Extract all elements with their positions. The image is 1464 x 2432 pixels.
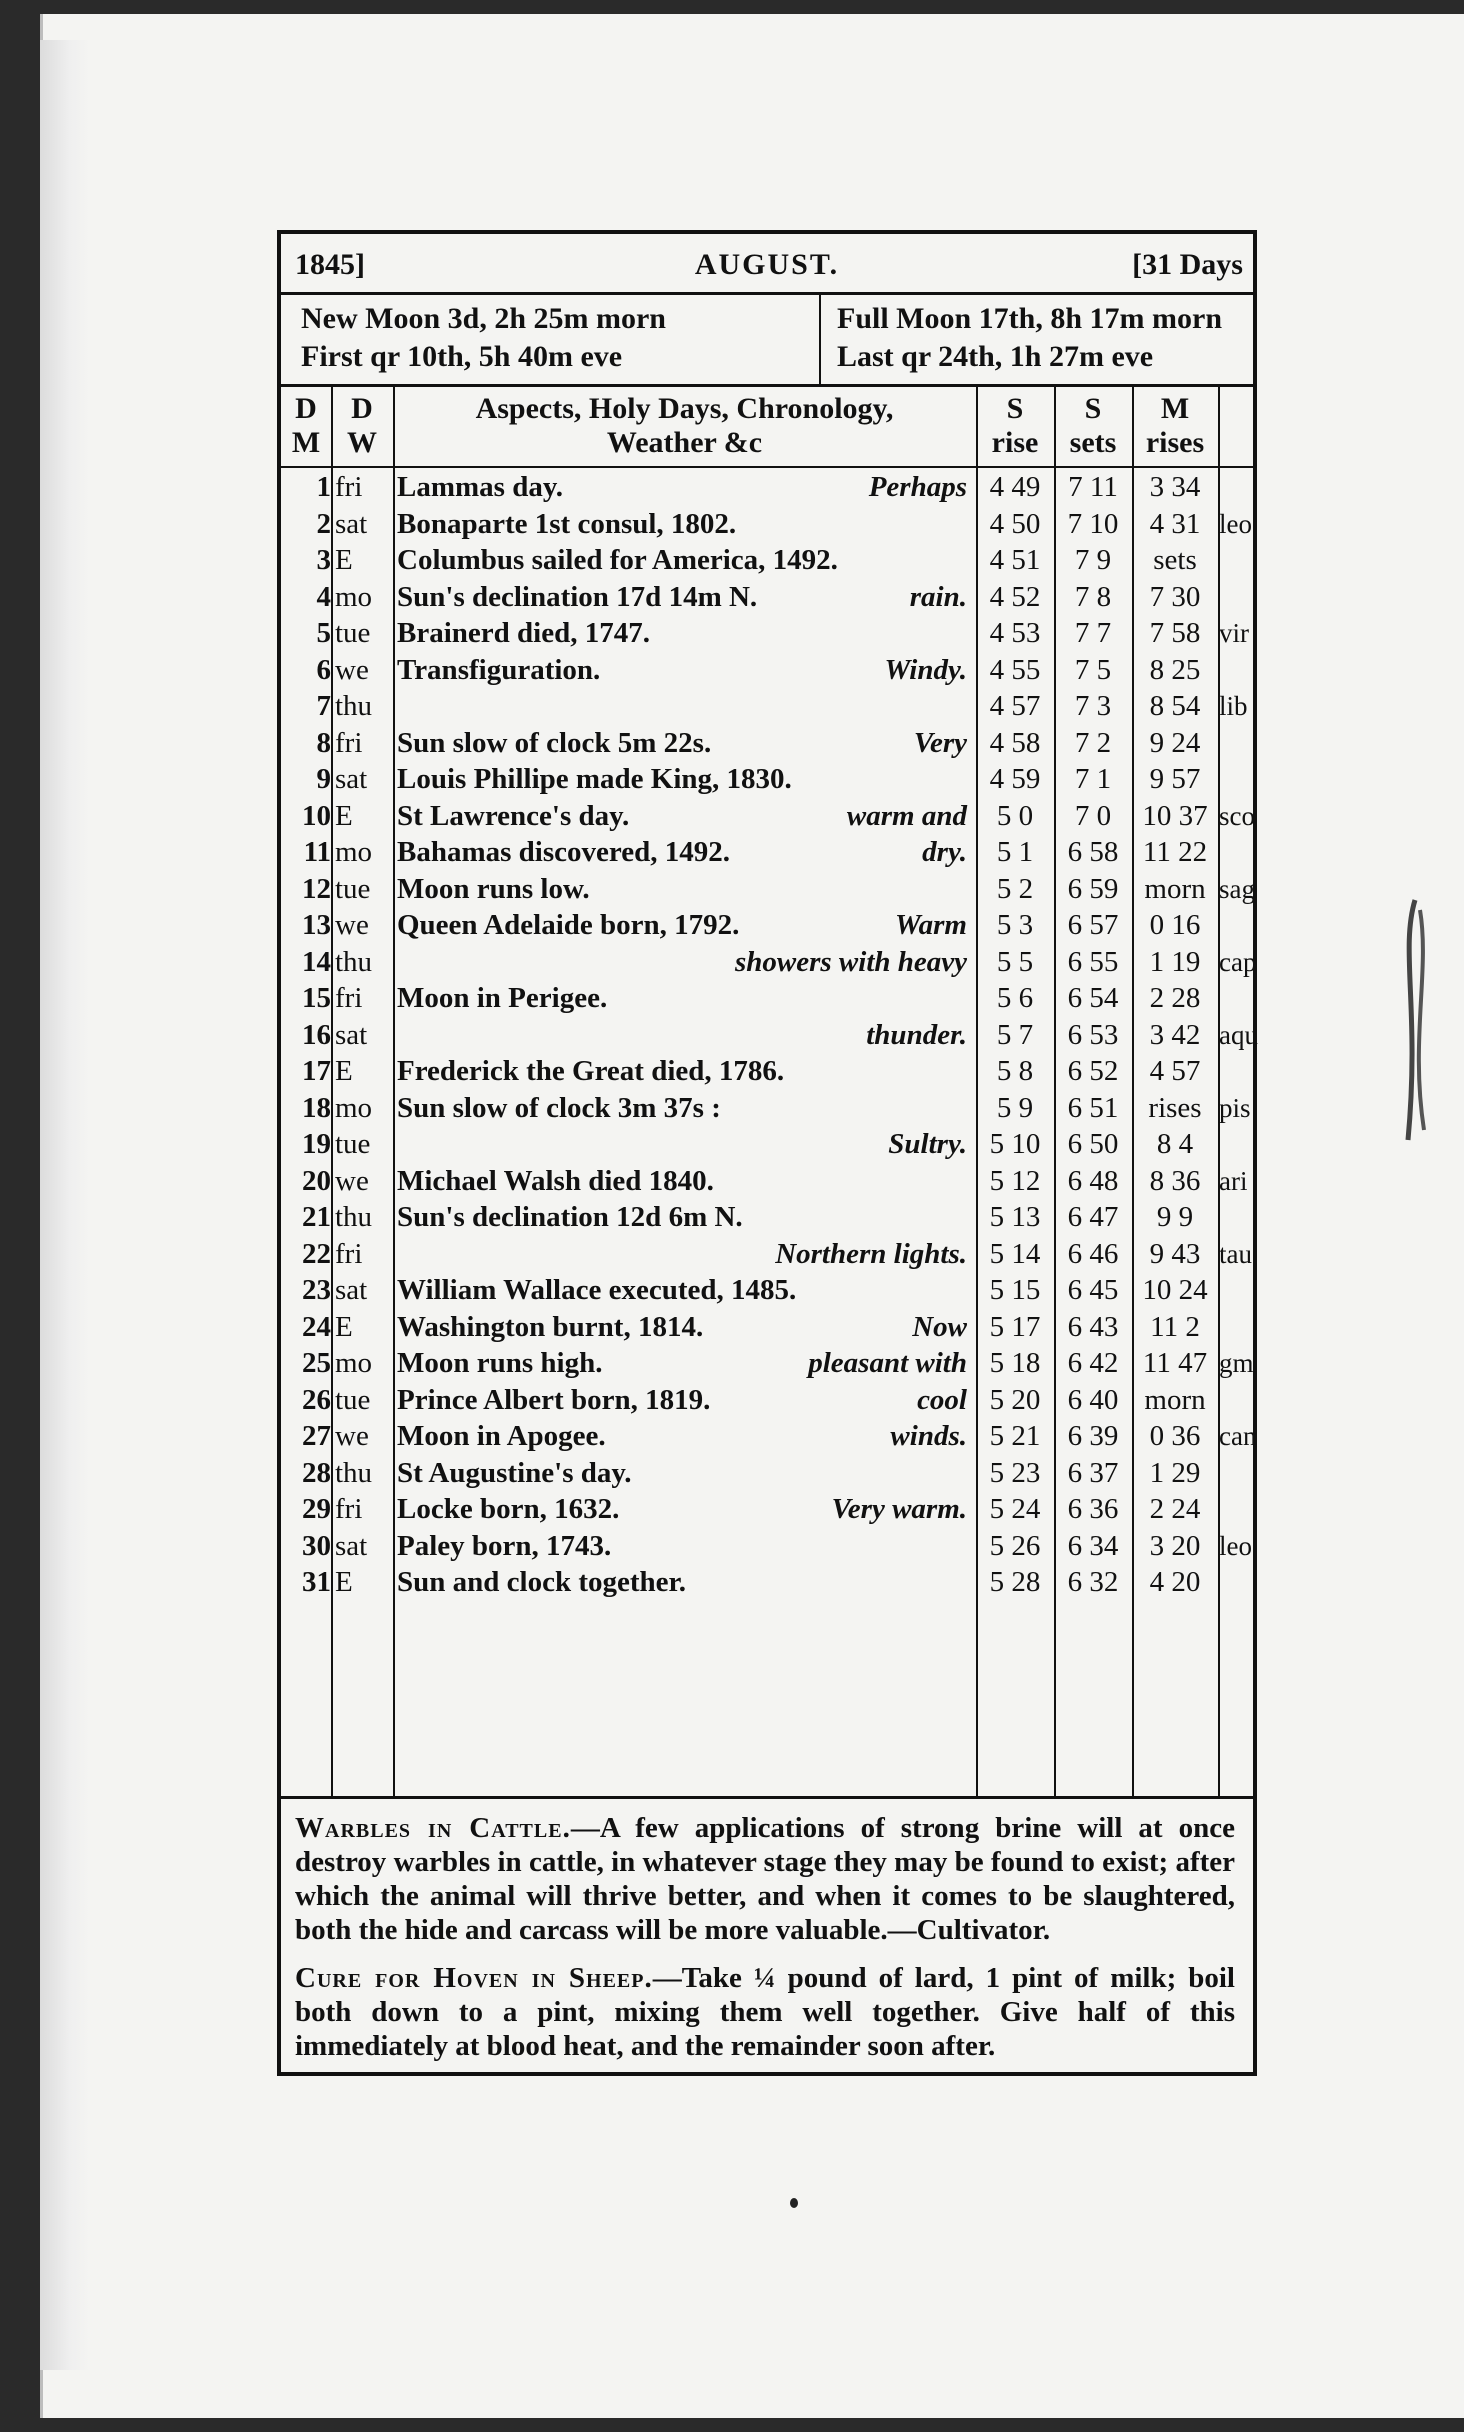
sun-rise: 5 14 (989, 1237, 1041, 1270)
event-text: Sun and clock together. (397, 1566, 686, 1598)
moon-rises: 8 4 (1156, 1128, 1194, 1160)
event-text: Queen Adelaide born, 1792. (397, 909, 740, 941)
day-of-week: E (335, 1055, 353, 1087)
day-of-month: 13 (302, 909, 331, 941)
table-row (281, 1419, 1257, 1454)
sun-sets: 7 1 (1074, 763, 1112, 795)
col-dw-line2: W (347, 426, 377, 459)
sun-rise: 5 1 (996, 836, 1034, 868)
event-text: Moon runs low. (397, 872, 590, 905)
col-rise-line2: rise (991, 426, 1039, 459)
weather-text: Northern lights. (775, 1237, 967, 1270)
sun-rise: 4 55 (989, 653, 1041, 686)
day-of-month: 15 (302, 982, 331, 1014)
day-of-week: thu (335, 945, 373, 978)
moon-rises: 7 30 (1149, 580, 1201, 613)
event-text: Louis Phillipe made King, 1830. (397, 763, 792, 795)
table-row (281, 1492, 1253, 1527)
moon-sign: ari (1219, 1165, 1248, 1196)
moon-sign: can (1219, 1421, 1257, 1451)
day-of-month: 1 (316, 471, 331, 503)
event-text: Moon runs high. (397, 1347, 603, 1379)
table-row (281, 1565, 1253, 1600)
sun-rise: 5 23 (989, 1456, 1041, 1489)
day-of-month: 23 (302, 1274, 331, 1306)
moon-rises: 2 28 (1149, 982, 1201, 1014)
sun-sets: 6 34 (1067, 1529, 1119, 1562)
full-moon: Full Moon 17th, 8h 17m morn (837, 302, 1223, 335)
event-text: Bahamas discovered, 1492. (397, 836, 730, 868)
day-of-week: fri (335, 982, 363, 1014)
day-of-week: thu (335, 690, 373, 722)
sun-sets: 6 53 (1067, 1018, 1119, 1051)
sun-sets: 7 11 (1068, 471, 1118, 503)
col-aspects (393, 384, 976, 468)
table-row (281, 470, 1253, 505)
event-text: Sun's declination 17d 14m N. (397, 580, 758, 613)
event-text: William Wallace executed, 1485. (397, 1274, 797, 1306)
moon-rises: 2 24 (1149, 1493, 1201, 1525)
moon-sign: lib (1219, 691, 1248, 721)
day-of-month: 17 (302, 1055, 331, 1087)
table-row (281, 762, 1253, 797)
col-aspects-line2: Weather &c (606, 426, 763, 459)
pencil-mark-icon (1390, 890, 1440, 1150)
event-text: Prince Albert born, 1819. (397, 1383, 711, 1416)
col-dm-line1: D (295, 392, 317, 425)
sun-sets: 7 5 (1074, 653, 1112, 686)
day-of-month: 24 (302, 1310, 331, 1343)
page-speck (790, 2198, 798, 2208)
day-of-week: sat (335, 763, 368, 795)
table-row (281, 1091, 1253, 1126)
table-row (281, 1018, 1258, 1053)
col-sun-sets (1054, 384, 1132, 468)
moon-rises: 10 37 (1142, 799, 1208, 832)
weather-text: winds. (890, 1420, 967, 1452)
day-of-week: we (335, 1420, 369, 1452)
moon-rises: 11 22 (1142, 836, 1208, 868)
event-text: Bonaparte 1st consul, 1802. (397, 507, 737, 540)
sun-sets: 7 7 (1074, 617, 1112, 649)
sun-rise: 5 8 (996, 1055, 1034, 1087)
table-row (281, 835, 1253, 870)
sun-rise: 5 10 (989, 1128, 1041, 1160)
table-row (281, 1164, 1253, 1199)
sun-sets: 6 42 (1067, 1347, 1119, 1379)
sun-rise: 4 50 (989, 507, 1041, 540)
moon-rises: 11 47 (1142, 1347, 1208, 1379)
sun-sets: 7 9 (1074, 544, 1112, 576)
sun-sets: 6 40 (1067, 1383, 1119, 1416)
day-of-week: we (335, 653, 369, 686)
moon-sign: leo (1219, 1530, 1252, 1561)
col-dm-line2: M (291, 426, 321, 459)
day-of-month: 10 (302, 799, 331, 832)
col-mr-line2: rises (1145, 426, 1205, 459)
table-row (281, 1200, 1253, 1235)
sun-rise: 5 2 (996, 872, 1034, 905)
moon-sign: cap (1219, 946, 1257, 977)
day-of-week: fri (335, 1493, 363, 1525)
sun-rise: 5 9 (996, 1091, 1034, 1124)
sun-rise: 4 58 (989, 726, 1041, 759)
weather-text: showers with heavy (734, 945, 967, 978)
sun-rise: 5 12 (989, 1164, 1041, 1197)
note-warbles (295, 1811, 1235, 1947)
sun-rise: 4 57 (989, 690, 1041, 722)
event-text: Transfiguration. (397, 653, 601, 686)
moon-rises: 0 16 (1149, 909, 1201, 941)
event-text: Michael Walsh died 1840. (397, 1164, 714, 1197)
day-of-week: tue (335, 1383, 371, 1416)
sun-rise: 5 26 (989, 1529, 1041, 1562)
weather-text: Sultry. (888, 1128, 967, 1160)
year-label: 1845] (295, 248, 365, 281)
col-sets-line1: S (1084, 392, 1102, 425)
sun-sets: 6 57 (1067, 909, 1119, 941)
day-of-month: 3 (316, 544, 331, 576)
day-of-week: E (335, 1310, 353, 1343)
sun-rise: 5 17 (989, 1310, 1041, 1343)
table-row (281, 1529, 1253, 1564)
day-of-month: 28 (302, 1456, 331, 1489)
col-sets-line2: sets (1069, 426, 1117, 459)
day-of-week: fri (335, 726, 363, 759)
table-row (281, 543, 1253, 578)
sun-rise: 5 13 (989, 1201, 1041, 1233)
moon-rises: 9 43 (1149, 1237, 1201, 1270)
month-title: AUGUST. (694, 248, 840, 281)
weather-text: warm and (846, 799, 967, 832)
col-day-of-week (331, 384, 393, 468)
day-of-week: sat (335, 507, 368, 540)
day-of-month: 14 (302, 945, 331, 978)
sun-rise: 5 20 (989, 1383, 1041, 1416)
event-text: Moon in Perigee. (397, 982, 608, 1014)
table-row (281, 1310, 1253, 1345)
moon-rises: sets (1153, 544, 1197, 576)
moon-sign: tau (1219, 1238, 1252, 1269)
sun-rise: 5 18 (989, 1347, 1041, 1379)
weather-text: dry. (922, 836, 967, 868)
day-of-week: thu (335, 1456, 373, 1489)
moon-phases-left (281, 292, 821, 384)
day-of-month: 31 (302, 1566, 331, 1598)
col-aspects-line1: Aspects, Holy Days, Chronology, (475, 392, 894, 425)
sun-rise: 5 3 (996, 909, 1034, 941)
moon-sign: pis (1219, 1092, 1251, 1123)
sun-rise: 5 5 (996, 945, 1034, 978)
moon-rises: 4 20 (1149, 1566, 1201, 1598)
moon-sign: aqu (1219, 1019, 1258, 1050)
day-of-week: mo (335, 836, 373, 868)
col-moon-rises (1132, 384, 1218, 468)
event-text: St Augustine's day. (397, 1456, 632, 1489)
moon-rises: 4 57 (1149, 1055, 1201, 1087)
weather-text: rain. (909, 580, 967, 613)
col-moon-sign (1218, 384, 1253, 468)
first-quarter: First qr 10th, 5h 40m eve (301, 340, 623, 373)
day-of-week: we (335, 1164, 369, 1197)
col-day-of-month (281, 384, 331, 468)
sun-sets: 6 47 (1067, 1201, 1119, 1233)
new-moon: New Moon 3d, 2h 25m morn (301, 302, 666, 335)
moon-rises: 11 2 (1150, 1310, 1200, 1343)
last-quarter: Last qr 24th, 1h 27m eve (837, 340, 1154, 373)
sun-rise: 4 53 (989, 617, 1041, 649)
sun-sets: 7 10 (1067, 507, 1119, 540)
moon-sign: vir (1219, 618, 1249, 648)
moon-sign: gm (1219, 1348, 1254, 1378)
sun-sets: 6 52 (1067, 1055, 1119, 1087)
sun-sets: 6 58 (1067, 836, 1119, 868)
moon-rises: 0 36 (1149, 1420, 1201, 1452)
moon-rises: 1 29 (1149, 1456, 1201, 1489)
day-of-week: tue (335, 872, 371, 905)
days-count: [31 Days (1132, 248, 1243, 281)
sun-sets: 6 45 (1067, 1274, 1119, 1306)
day-of-week: E (335, 1566, 353, 1598)
day-of-week: fri (335, 471, 363, 503)
moon-rises: 10 24 (1142, 1274, 1208, 1306)
moon-sign: leo (1219, 508, 1252, 539)
day-of-month: 26 (302, 1383, 331, 1416)
day-of-month: 21 (302, 1201, 331, 1233)
sun-sets: 6 50 (1067, 1128, 1119, 1160)
day-of-month: 9 (316, 763, 331, 795)
sun-sets: 6 48 (1067, 1164, 1119, 1197)
day-of-week: sat (335, 1529, 368, 1562)
table-row (281, 1346, 1253, 1381)
sun-sets: 6 37 (1067, 1456, 1119, 1489)
col-rise-line1: S (1006, 392, 1024, 425)
sun-sets: 6 51 (1067, 1091, 1119, 1124)
table-row (281, 945, 1257, 980)
month-header (281, 234, 1253, 295)
sun-rise: 5 24 (989, 1493, 1041, 1525)
table-row (281, 726, 1253, 761)
table-row (281, 1383, 1253, 1418)
sun-sets: 6 32 (1067, 1566, 1119, 1598)
moon-rises: 9 9 (1156, 1201, 1194, 1233)
sun-sets: 6 54 (1067, 982, 1119, 1014)
day-of-month: 27 (302, 1420, 331, 1452)
table-row (281, 872, 1253, 907)
table-row (281, 1456, 1253, 1491)
day-of-month: 30 (302, 1529, 331, 1562)
col-mr-line1: M (1160, 392, 1190, 425)
day-of-month: 11 (303, 836, 331, 868)
day-of-week: E (335, 799, 353, 832)
note-hoven (295, 1961, 1235, 2063)
moon-rises: 8 25 (1149, 653, 1201, 686)
day-of-week: fri (335, 1237, 363, 1270)
table-row (281, 1237, 1253, 1272)
sun-sets: 6 43 (1067, 1310, 1119, 1343)
sun-rise: 5 0 (996, 799, 1034, 832)
event-text: Sun's declination 12d 6m N. (397, 1201, 743, 1233)
col-dw-line1: D (351, 392, 373, 425)
weather-text: pleasant with (808, 1347, 967, 1379)
moon-rises: 9 57 (1149, 763, 1201, 795)
farm-notes (281, 1796, 1253, 2075)
moon-rises: morn (1144, 1383, 1206, 1416)
day-of-month: 19 (302, 1128, 331, 1160)
event-text: Locke born, 1632. (397, 1493, 620, 1525)
day-of-month: 6 (316, 653, 331, 686)
event-text: Sun slow of clock 3m 37s : (397, 1091, 721, 1124)
table-row (281, 1054, 1253, 1089)
table-row (281, 689, 1253, 724)
day-of-month: 25 (302, 1347, 331, 1379)
day-of-month: 7 (316, 690, 331, 722)
weather-text: Very (913, 726, 967, 759)
note-hoven-text: —Take ¼ pound of lard, 1 pint of milk; boil both down to a pint, mixing them well together. Give half of this immediately at blood heat, and the remainder soon after. (295, 1962, 1235, 2062)
moon-rises: 8 36 (1149, 1164, 1201, 1197)
sun-sets: 7 8 (1074, 580, 1112, 613)
day-of-week: E (335, 544, 353, 576)
table-row (281, 653, 1253, 688)
moon-phases-right (821, 292, 1253, 384)
note-hoven-title: Cure for Hoven in Sheep. (295, 1962, 653, 1994)
day-of-month: 18 (302, 1091, 331, 1124)
moon-rises: 8 54 (1149, 690, 1201, 722)
page-edge-shadow (40, 40, 90, 2370)
moon-rises: rises (1148, 1091, 1202, 1124)
event-text: Lammas day. (397, 471, 563, 503)
sun-rise: 5 15 (989, 1274, 1041, 1306)
moon-rises: 7 58 (1149, 617, 1201, 649)
table-row (281, 616, 1253, 651)
table-row (281, 908, 1253, 943)
sun-sets: 6 55 (1067, 945, 1119, 978)
sun-sets: 7 2 (1074, 726, 1112, 759)
moon-sign: sco (1219, 800, 1255, 831)
event-text: Columbus sailed for America, 1492. (397, 544, 838, 576)
note-warbles-title: Warbles in Cattle. (295, 1812, 571, 1844)
weather-text: Now (912, 1310, 967, 1343)
weather-text: Perhaps (868, 471, 967, 503)
table-row (281, 507, 1253, 542)
day-of-week: tue (335, 617, 371, 649)
col-sun-rise (976, 384, 1054, 468)
moon-sign: sag (1219, 873, 1255, 904)
sun-sets: 6 59 (1067, 872, 1119, 905)
day-of-month: 12 (302, 872, 331, 905)
day-of-week: mo (335, 1347, 373, 1379)
sun-sets: 7 0 (1074, 799, 1112, 832)
weather-text: cool (917, 1383, 967, 1416)
day-of-month: 29 (302, 1493, 331, 1525)
day-of-month: 4 (316, 580, 331, 613)
day-of-month: 22 (302, 1237, 331, 1270)
table-row (281, 1273, 1253, 1308)
sun-rise: 4 49 (989, 471, 1041, 503)
day-of-week: mo (335, 580, 373, 613)
event-text: Frederick the Great died, 1786. (397, 1055, 785, 1087)
table-row (281, 981, 1253, 1016)
day-of-month: 16 (302, 1018, 331, 1051)
day-of-week: sat (335, 1018, 368, 1051)
sun-rise: 5 7 (996, 1018, 1034, 1051)
moon-rises: morn (1144, 872, 1206, 905)
day-of-month: 8 (316, 726, 331, 759)
sun-rise: 5 21 (989, 1420, 1041, 1452)
day-of-month: 5 (316, 617, 331, 649)
table-row (281, 580, 1253, 615)
weather-text: Windy. (884, 653, 967, 686)
sun-rise: 4 51 (989, 544, 1041, 576)
sun-sets: 7 3 (1074, 690, 1112, 722)
almanac-table (277, 230, 1257, 2076)
day-of-week: we (335, 909, 369, 941)
moon-rises: 1 19 (1149, 945, 1201, 978)
moon-rises: 9 24 (1149, 726, 1201, 759)
sun-rise: 4 59 (989, 763, 1041, 795)
moon-rises: 3 42 (1149, 1018, 1201, 1051)
weather-text: thunder. (866, 1018, 967, 1051)
event-text: Moon in Apogee. (397, 1420, 606, 1452)
event-text: Sun slow of clock 5m 22s. (397, 726, 712, 759)
day-of-week: sat (335, 1274, 368, 1306)
weather-text: Warm (895, 909, 967, 941)
table-row (281, 1127, 1253, 1162)
sun-rise: 4 52 (989, 580, 1041, 613)
moon-phases (281, 292, 1253, 387)
event-text: Paley born, 1743. (397, 1529, 612, 1562)
event-text: Brainerd died, 1747. (397, 617, 650, 649)
sun-sets: 6 39 (1067, 1420, 1119, 1452)
event-text: Washington burnt, 1814. (397, 1310, 704, 1343)
moon-rises: 4 31 (1149, 507, 1201, 540)
day-of-week: mo (335, 1091, 373, 1124)
moon-rises: 3 34 (1149, 471, 1201, 503)
day-of-week: thu (335, 1201, 373, 1233)
table-row (281, 799, 1253, 834)
weather-text: Very warm. (831, 1493, 967, 1525)
sun-sets: 6 46 (1067, 1237, 1119, 1270)
day-of-month: 20 (302, 1164, 331, 1197)
day-of-month: 2 (316, 507, 331, 540)
day-of-week: tue (335, 1128, 371, 1160)
sun-sets: 6 36 (1067, 1493, 1119, 1525)
sun-rise: 5 28 (989, 1566, 1041, 1598)
note-warbles-text: —A few applications of strong brine will at once destroy warbles in cattle, in whatever stage they may be found to exist; after which the animal will thrive better, and when it comes to be slaughtered, both the hide and carcass will be more valuable.—Cultivator. (295, 1812, 1235, 1946)
event-text: St Lawrence's day. (397, 799, 630, 832)
moon-rises: 3 20 (1149, 1529, 1201, 1562)
sun-rise: 5 6 (996, 982, 1034, 1014)
